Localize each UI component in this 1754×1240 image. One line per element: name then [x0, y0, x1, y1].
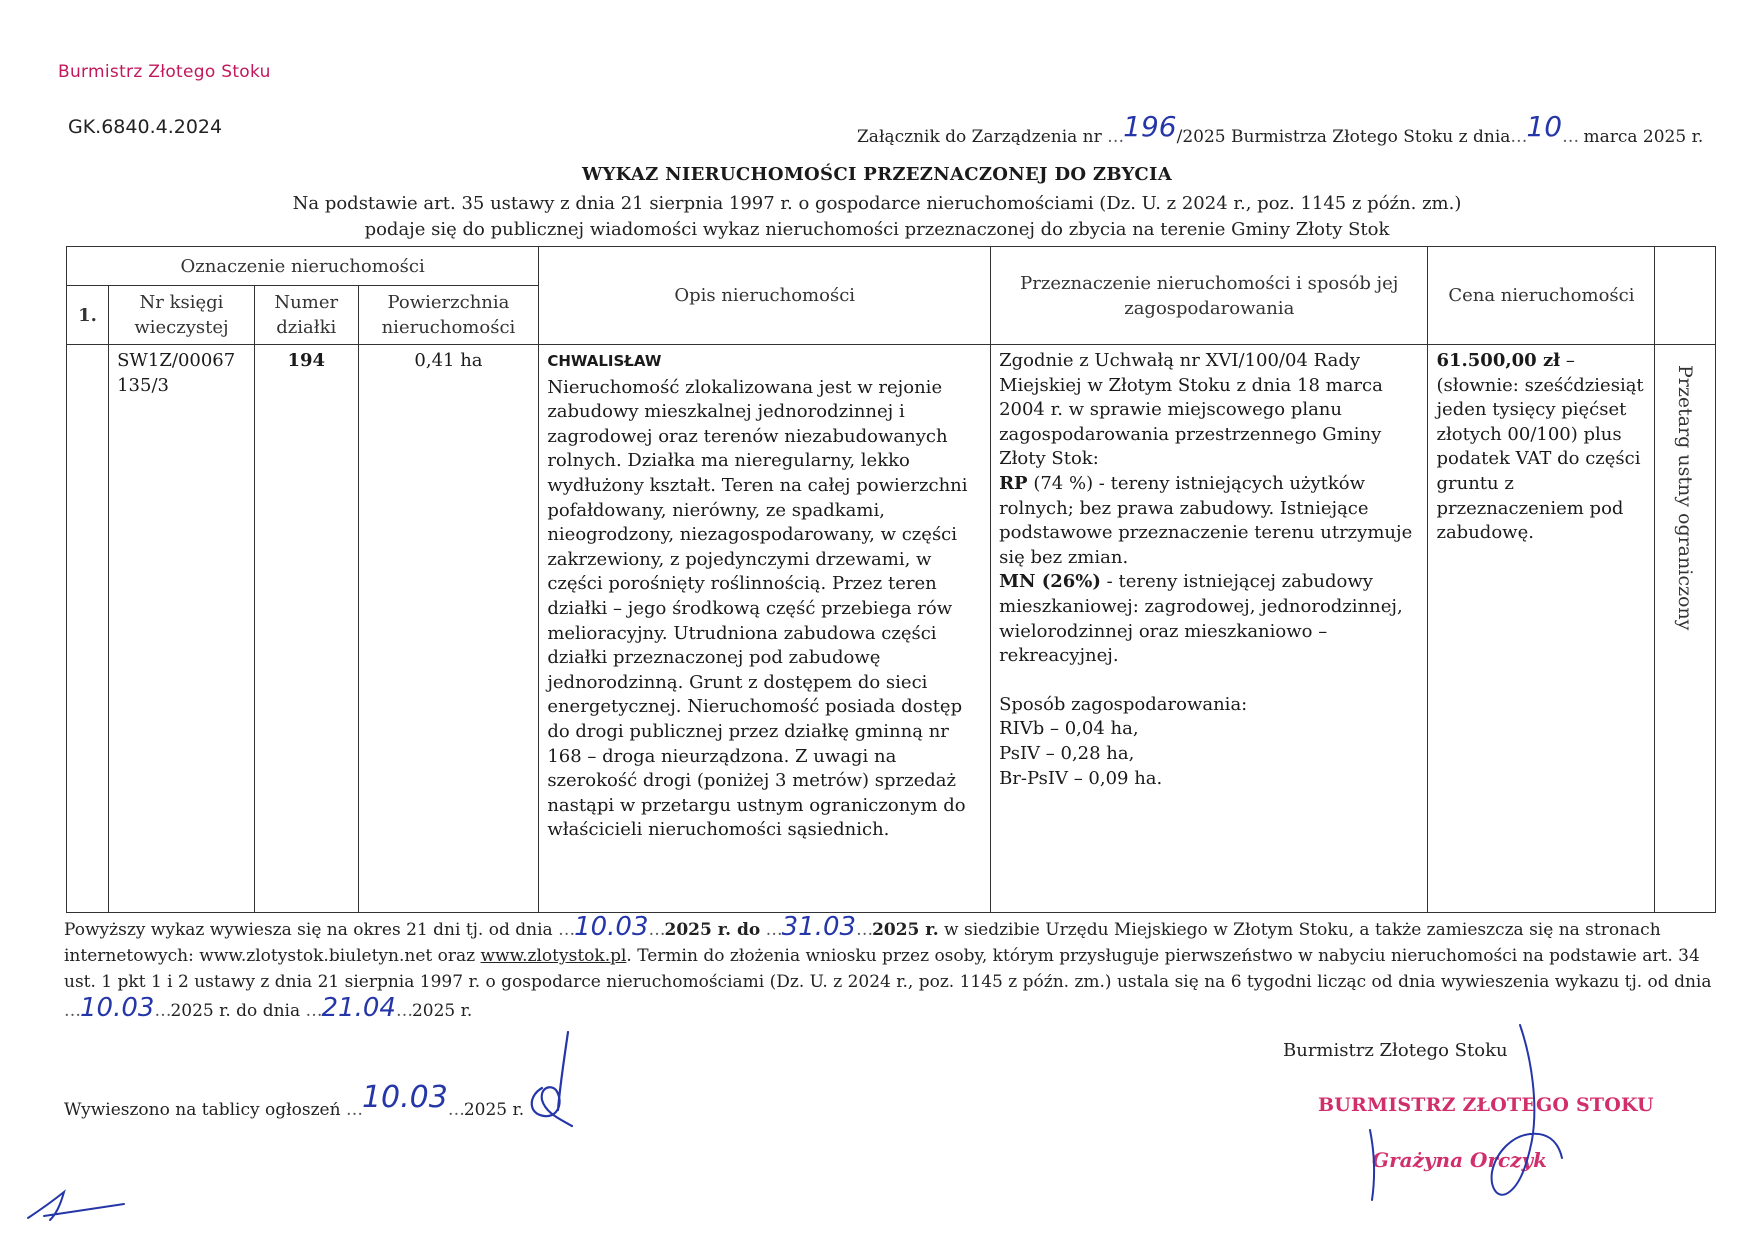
posting-date-to: 31.03 — [781, 912, 857, 942]
mayor-signature — [1320, 1020, 1580, 1210]
annex-dots: … — [1107, 127, 1124, 147]
document-title: WYKAZ NIERUCHOMOŚCI PRZEZNACZONEJ DO ZBYCIA — [582, 164, 1172, 185]
annex-suffix: marca 2025 r. — [1583, 127, 1704, 147]
description-text: Nieruchomość zlokalizowana jest w rejonie zabudowy mieszkalnej jednorodzinnej i zagrodowej oraz terenów niezabudowanych rolnych. Działka ma nieregularny, lekko wydłużony kształt. Teren na całej powierzchni pofałdowany, nierówny, ze spadkami, nieogrodzony, niezagospodarowany, w części zakrzewiony, z pojedynczymi drzewami, w części porośnięty roślinnością. Przez teren działki – jego środkową część przebiega rów melioracyjny. Utrudniona zabudowa części działki przeznaczonej pod zabudowę jednorodzinną. Grunt z dostępem do sieci energetycznej. Nieruchomość posiada dostęp do drogi publicznej przez działkę gminną nr 168 – droga nieurządzona. Z uwagi na szerokość drogi (poniżej 3 metrów) sprzedaż nastąpi w przetargu ustnym ograniczonym do właścicieli nieruchomości sąsiednich. — [547, 376, 968, 841]
property-table — [66, 246, 1716, 913]
mn-code: MN (26%) — [999, 571, 1101, 593]
header-area: Powierzchnia nieruchomości — [358, 286, 539, 345]
posted-label: Wywieszono na tablicy ogłoszeń — [64, 1100, 341, 1120]
cell-price — [1428, 345, 1655, 913]
dots-b: … — [648, 920, 665, 940]
notice-part-4: w siedzibie Urzędu Miejskiego w Złotym Stoku, a także zamieszcza się na stronach internetowych: www.zlotystok.biuletyn.net oraz — [64, 920, 1661, 966]
price-value: 61.500,00 zł — [1436, 350, 1561, 371]
dots-h: … — [395, 1001, 412, 1021]
annex-line — [857, 110, 1704, 149]
paraph-mark — [20, 1182, 130, 1232]
case-reference: GK.6840.4.2024 — [68, 116, 223, 138]
signatory-title: Burmistrz Złotego Stoku — [1283, 1040, 1508, 1061]
annex-dots-3: … — [1562, 127, 1579, 147]
header-plot-number: Numer działki — [254, 286, 358, 345]
header-lp: 1. — [67, 286, 109, 345]
official-stamp: BURMISTRZ ZŁOTEGO STOKU — [1318, 1094, 1654, 1116]
purpose-rp — [999, 472, 1419, 570]
usage-item-2: PsIV – 0,28 ha, — [999, 742, 1135, 764]
posting-date-from: 10.03 — [574, 912, 649, 942]
cell-area: 0,41 ha — [358, 345, 539, 913]
dots-e: … — [64, 1001, 80, 1021]
header-land-register: Nr księgi wieczystej — [109, 286, 255, 345]
annex-day-handwritten: 10 — [1526, 110, 1563, 143]
notice-part-5: . Termin do złożenia wniosku przez osoby, którym przysługuje pierwszeństwo w nabyciu nieruchomości na podstawie art. 34 ust. 1 pkt 1 i 2 ustawy z dnia 21 sierpnia 1997 r. o gospodarce nieruchomościami (Dz. U. z 2024 r., poz. 1145 z późn. zm.) ustala się na 6 tygodni licząc od dnia wywieszenia wykazu tj. od dnia — [64, 946, 1712, 992]
stamp-signatory-name: Grażyna Orczyk — [1372, 1148, 1547, 1172]
annex-dots-2: … — [1510, 127, 1527, 147]
locality-name: CHWALISŁAW — [547, 352, 662, 370]
cell-plot-number: 194 — [254, 345, 358, 913]
annex-middle: /2025 Burmistrza Złotego Stoku z dnia — [1176, 127, 1511, 147]
notice-part-7: 2025 r. — [411, 1001, 473, 1021]
legal-basis-line: Na podstawie art. 35 ustawy z dnia 21 sierpnia 1997 r. o gospodarce nieruchomościami (Dz. U. z 2024 r., poz. 1145 z późn. zm.) — [292, 193, 1462, 214]
dots-d: … — [856, 920, 873, 940]
posting-notice — [64, 914, 1714, 1024]
cell-lp — [67, 345, 109, 913]
dots-a: … — [558, 920, 575, 940]
dots-f: … — [154, 1001, 171, 1021]
mn-text: - tereny istniejącej zabudowy mieszkaniowej: zagrodowej, jednorodzinnej, wielorodzinnej oraz mieszkaniowo – rekreacyjnej. — [999, 571, 1403, 667]
annex-prefix: Załącznik do Zarządzenia nr — [857, 127, 1102, 147]
notice-part-6: 2025 r. do dnia — [170, 1001, 301, 1021]
preference-date-to: 21.04 — [321, 993, 396, 1023]
table-row — [67, 345, 1716, 913]
dots-g: … — [305, 1001, 322, 1021]
header-mode-empty — [1655, 247, 1716, 345]
posted-date: 10.03 — [361, 1080, 448, 1115]
brand-header: Burmistrz Złotego Stoku — [58, 62, 271, 82]
notice-part-2: 2025 r. do — [664, 920, 761, 940]
notice-part-3: 2025 r. — [872, 920, 939, 940]
posted-year: 2025 r. — [463, 1100, 525, 1120]
website-link[interactable]: www.zlotystok.pl — [480, 946, 627, 966]
posted-dots-a: … — [345, 1100, 362, 1120]
annex-number-handwritten: 196 — [1123, 110, 1177, 143]
header-designation-group: Oznaczenie nieruchomości — [67, 247, 539, 286]
purpose-intro: Zgodnie z Uchwałą nr XVI/100/04 Rady Miejskiej w Złotym Stoku z dnia 18 marca 2004 r. w sprawie miejscowego planu zagospodarowania przestrzennego Gminy Złoty Stok: — [999, 350, 1383, 470]
purpose-mn — [999, 570, 1419, 668]
table-header-row-1 — [67, 247, 1716, 286]
purpose-spacer — [999, 669, 1419, 693]
price-words: – (słownie: sześćdziesiąt jeden tysięcy pięćset złotych 00/100) plus podatek VAT do części gruntu z przeznaczeniem pod zabudowę. — [1436, 350, 1644, 544]
dots-c: … — [765, 920, 782, 940]
notice-part-1: Powyższy wykaz wywiesza się na okres 21 dni tj. od dnia — [64, 920, 553, 940]
rp-text: (74 %) - tereny istniejących użytków rolnych; bez prawa zabudowy. Istniejące podstawowe przeznaczenie terenu utrzymuje się bez zmian. — [999, 472, 1413, 568]
header-description: Opis nieruchomości — [539, 247, 991, 345]
usage-title: Sposób zagospodarowania: — [999, 693, 1248, 715]
header-price: Cena nieruchomości — [1428, 247, 1655, 345]
rp-code: RP — [999, 472, 1028, 494]
announcement-line: podaje się do publicznej wiadomości wykaz nieruchomości przeznaczonej do zbycia na terenie Gminy Złoty Stok — [364, 219, 1390, 240]
posted-initials — [520, 1030, 590, 1130]
cell-description — [539, 345, 991, 913]
header-purpose: Przeznaczenie nieruchomości i sposób jej zagospodarowania — [991, 247, 1428, 345]
sale-mode-text: Przetarg ustny ograniczony — [1674, 365, 1697, 631]
cell-purpose — [991, 345, 1428, 913]
usage-item-3: Br-PsIV – 0,09 ha. — [999, 767, 1163, 789]
land-register-line-1: SW1Z/00067 — [117, 350, 236, 371]
preference-date-from: 10.03 — [80, 993, 155, 1023]
usage-item-1: RIVb – 0,04 ha, — [999, 718, 1139, 740]
land-register-line-2: 135/3 — [117, 374, 169, 396]
cell-land-register — [109, 345, 255, 913]
cell-sale-mode — [1655, 345, 1716, 913]
posted-dots-b: … — [447, 1100, 464, 1120]
posted-on-board — [64, 1080, 525, 1123]
